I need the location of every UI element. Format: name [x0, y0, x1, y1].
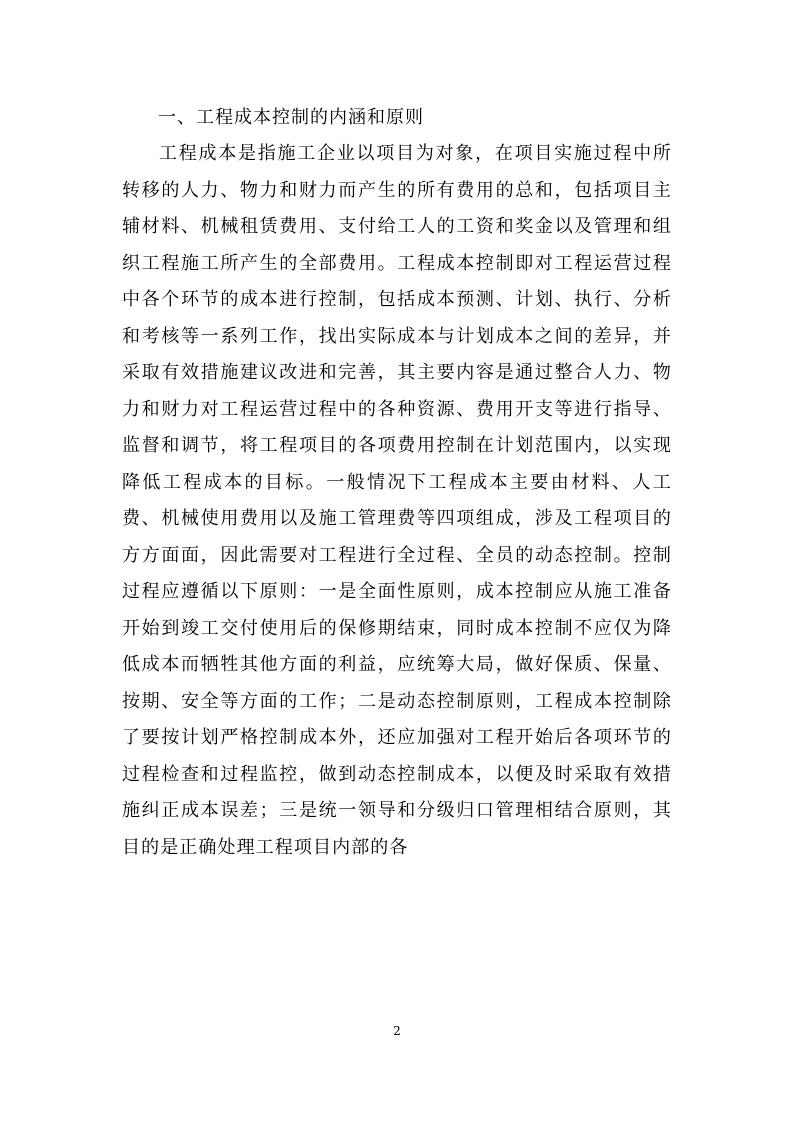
document-content	[122, 100, 672, 866]
page-number: 2	[393, 1024, 401, 1038]
body-paragraph: 工程成本是指施工企业以项目为对象，在项目实施过程中所转移的人力、物力和财力而产生的所有费用的总和，包括项目主辅材料、机械租赁费用、支付给工人的工资和奖金以及管理和组织工程施工所产生的全部费用。工程成本控制即对工程运营过程中各个环节的成本进行控制，包括成本预测、计划、执行、分析和考核等一系列工作，找出实际成本与计划成本之间的差异，并采取有效措施建议改进和完善，其主要内容是通过整合人力、物力和财力对工程运营过程中的各种资源、费用开支等进行指导、监督和调节，将工程项目的各项费用控制在计划范围内，以实现降低工程成本的目标。一般情况下工程成本主要由材料、人工费、机械使用费用以及施工管理费等四项组成，涉及工程项目的方方面面，因此需要对工程进行全过程、全员的动态控制。控制过程应遵循以下原则：一是全面性原则，成本控制应从施工准备开始到竣工交付使用后的保修期结束，同时成本控制不应仅为降低成本而牺牲其他方面的利益，应统筹大局，做好保质、保量、按期、安全等方面的工作；二是动态控制原则，工程成本控制除了要按计划严格控制成本外，还应加强对工程开始后各项环节的过程检查和过程监控，做到动态控制成本，以便及时采取有效措施纠正成本误差；三是统一领导和分级归口管理相结合原则，其目的是正确处理工程项目内部的各	[122, 143, 672, 858]
section-heading: 一、工程成本控制的内涵和原则	[158, 107, 424, 128]
